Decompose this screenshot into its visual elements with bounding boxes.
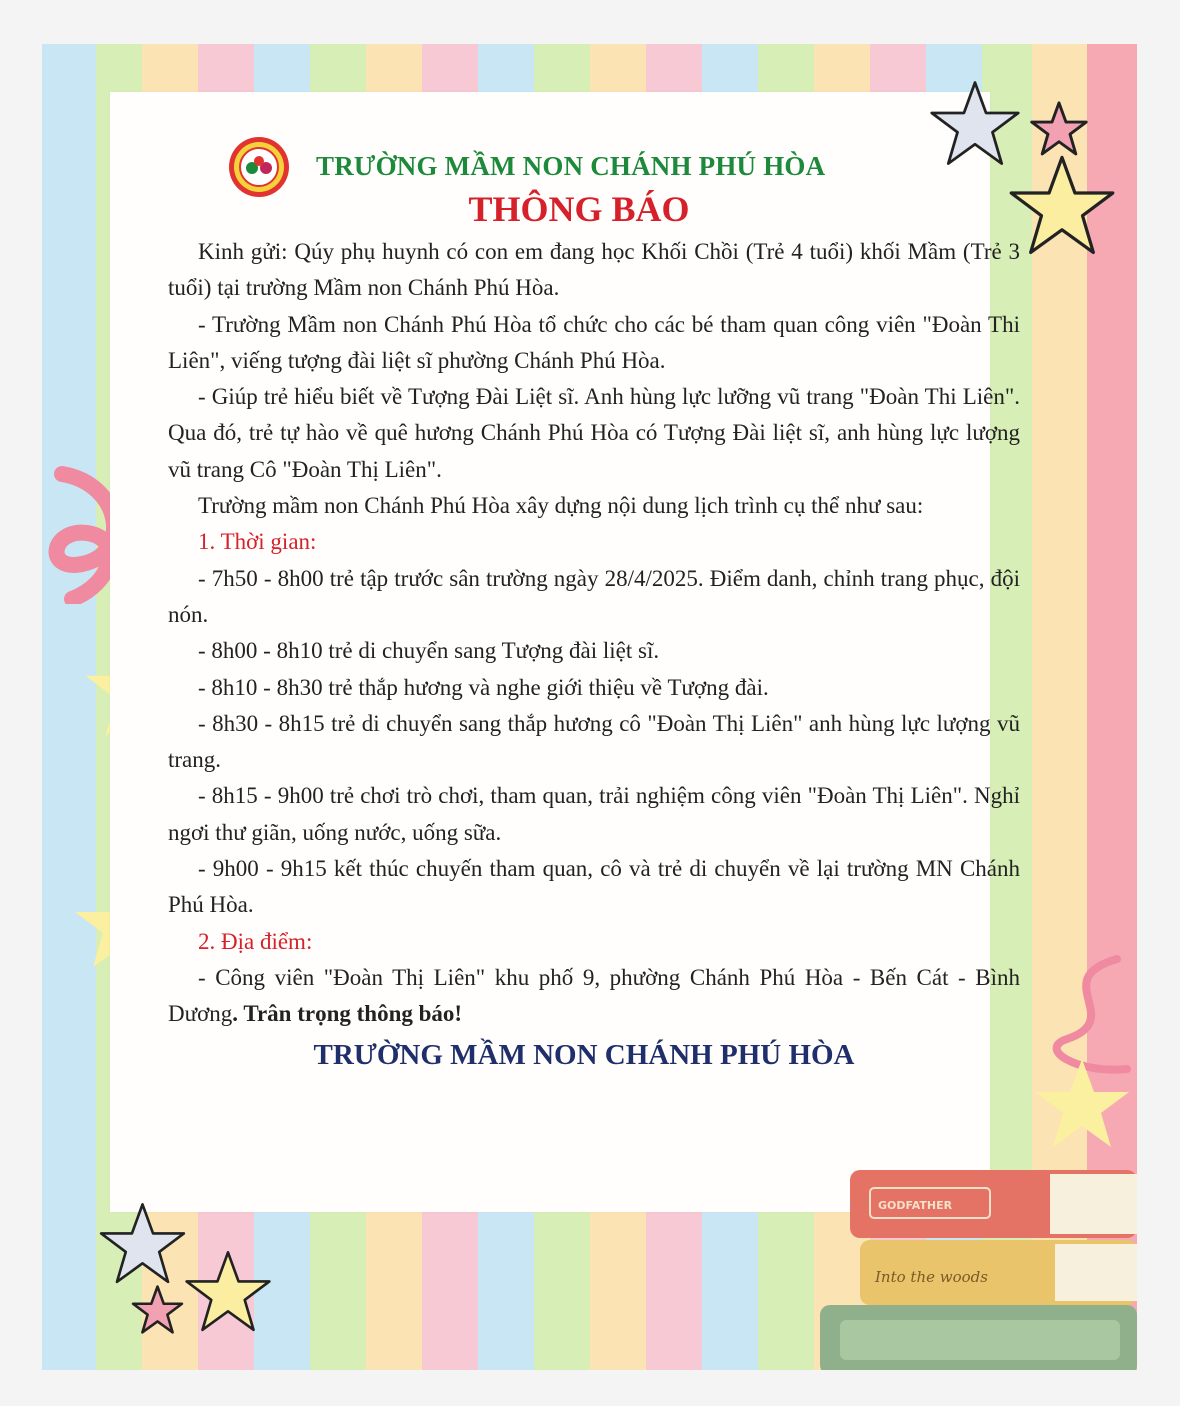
- schedule-item: - 8h00 - 8h10 trẻ di chuyển sang Tượng đài liệt sĩ.: [198, 638, 660, 664]
- book-top-title: GODFATHER: [878, 1199, 953, 1212]
- book-middle-title: Into the woods: [875, 1268, 988, 1286]
- notice-title: THÔNG BÁO: [468, 189, 690, 229]
- notice-content: [168, 140, 1020, 1072]
- schedule-item: - 8h10 - 8h30 trẻ thắp hương và nghe giới thiệu về Tượng đài.: [198, 674, 769, 700]
- schedule-item: - 8h15 - 9h00 trẻ chơi trò chơi, tham quan, trải nghiệm công viên "Đoàn Thị Liên". Nghỉ ngơi thư giãn, uống nước, uống sữa.: [168, 783, 1020, 845]
- location-paragraph: [168, 960, 1020, 1033]
- signature: TRƯỜNG MẦM NON CHÁNH PHÚ HÒA: [313, 1038, 855, 1071]
- section-title-location: 2. Địa điểm:: [198, 928, 313, 954]
- star-outline-icon: [95, 1200, 190, 1288]
- schedule-item: - 8h30 - 8h15 trẻ di chuyển sang thắp hương cô "Đoàn Thị Liên" anh hùng lực lượng vũ trang.: [168, 710, 1020, 773]
- school-name: TRƯỜNG MẦM NON CHÁNH PHÚ HÒA: [316, 150, 826, 181]
- section-title-time: 1. Thời gian:: [198, 529, 317, 555]
- school-logo-icon: [226, 134, 292, 200]
- schedule-item: - 7h50 - 8h00 trẻ tập trước sân trường ngày 28/4/2025. Điểm danh, chỉnh trang phục, đội nón.: [168, 565, 1020, 627]
- schedule-intro: Trường mầm non Chánh Phú Hòa xây dựng nội dung lịch trình cụ thể như sau:: [198, 493, 924, 519]
- greeting-paragraph: Kinh gửi: Qúy phụ huynh có con em đang học Khối Chồi (Trẻ 4 tuổi) khối Mầm (Trẻ 3 tuổi) tại trường Mầm non Chánh Phú Hòa.: [168, 239, 1020, 301]
- star-icon: [1032, 1054, 1132, 1154]
- star-outline-icon: [130, 1284, 185, 1336]
- location-text: - Công viên "Đoàn Thị Liên" khu phố 9, phường Chánh Phú Hòa - Bến Cát - Bình Dương: [168, 964, 1020, 1027]
- star-outline-icon: [1002, 152, 1122, 260]
- schedule-item: - 9h00 - 9h15 kết thúc chuyến tham quan, cô và trẻ di chuyển về lại trường MN Chánh Phú Hòa.: [168, 856, 1020, 918]
- books-stack-icon: [820, 1160, 1137, 1370]
- star-outline-icon: [182, 1248, 274, 1336]
- purpose-paragraph: - Trường Mầm non Chánh Phú Hòa tổ chức cho các bé tham quan công viên "Đoàn Thi Liên", viếng tượng đài liệt sĩ phường Chánh Phú Hòa.: [168, 311, 1020, 373]
- school-header: [168, 140, 1020, 192]
- closing-text: . Trân trọng thông báo!: [232, 1001, 463, 1027]
- notice-body: [168, 234, 1020, 1033]
- star-outline-icon: [1028, 100, 1090, 158]
- purpose-paragraph: - Giúp trẻ hiểu biết về Tượng Đài Liệt sĩ. Anh hùng lực lưỡng vũ trang "Đoàn Thi Liên". Qua đó, trẻ tự hào về quê hương Chánh Phú Hòa có Tượng Đài liệt sĩ, anh hùng lực lượng vũ trang Cô "Đoàn Thị Liên".: [168, 384, 1020, 482]
